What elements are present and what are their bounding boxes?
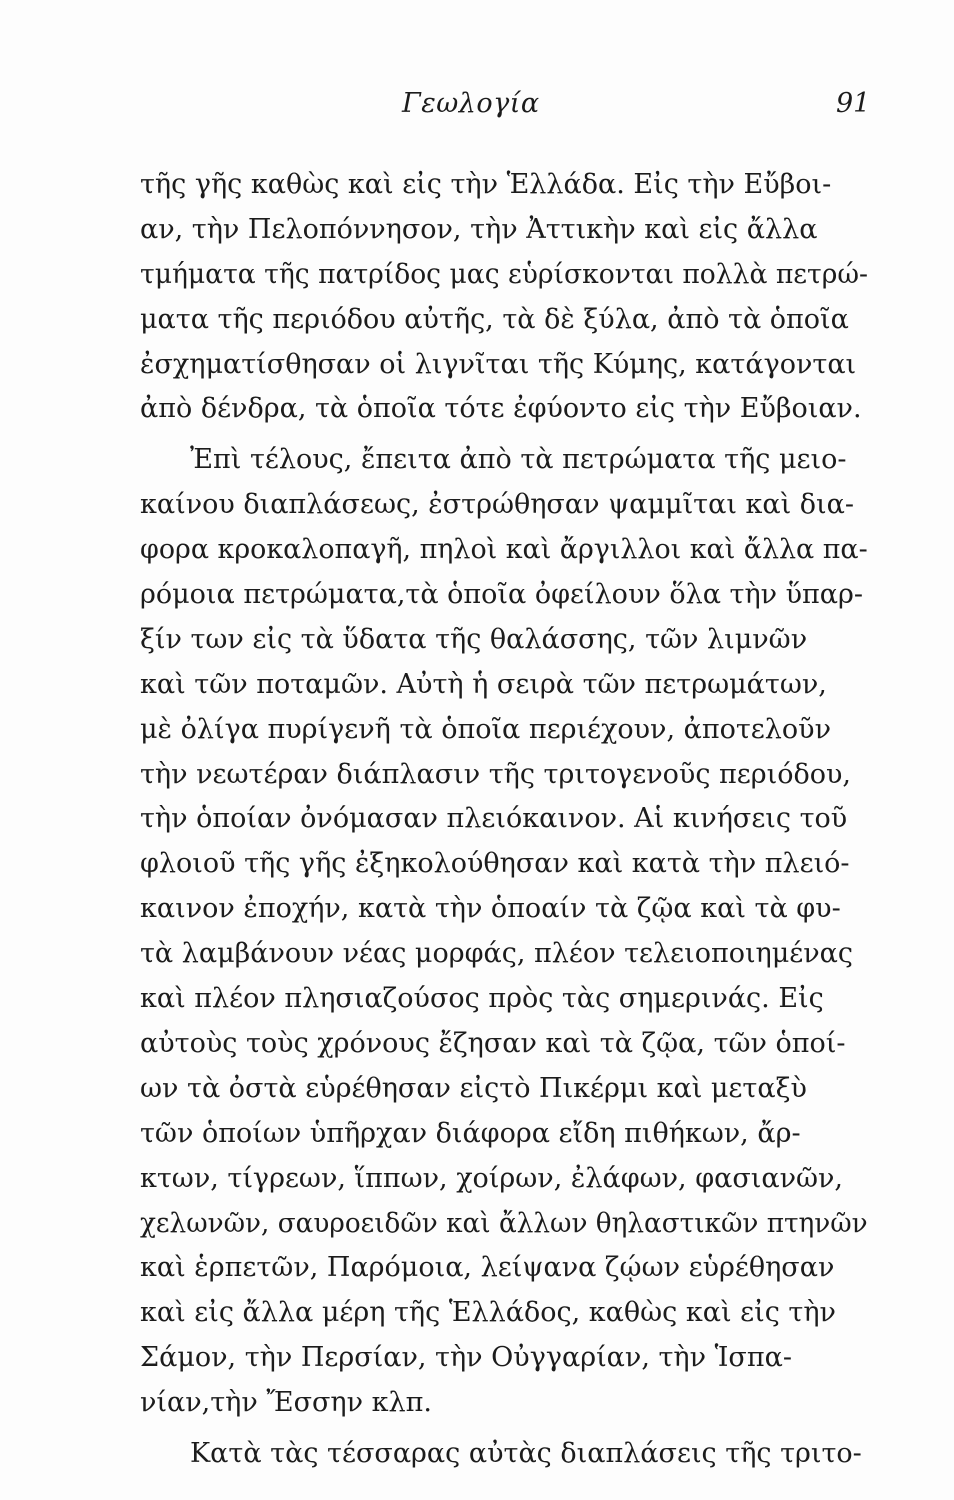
text-line: φλοιοῦ τῆς γῆς ἐξηκολούθησαν καὶ κατὰ τὴν πλειό- xyxy=(140,848,850,879)
text-line: αν, τὴν Πελοπόννησον, τὴν Ἀττικὴν καὶ εἰς ἄλλα xyxy=(140,214,818,245)
text-line: καὶ πλέον πλησιαζούσος πρὸς τὰς σημερινάς. Εἰς xyxy=(140,983,824,1014)
text-line: τὴν νεωτέραν διάπλασιν τῆς τριτογενοῦς περιόδου, xyxy=(140,759,852,790)
text-line: τῆς γῆς καθὼς καὶ εἰς τὴν Ἑλλάδα. Εἰς τὴν Εὔβοι- xyxy=(140,169,832,200)
text-line: καὶ ἑρπετῶν, Παρόμοια, λείψανα ζῴων εὑρέθησαν xyxy=(140,1252,835,1283)
paragraph-start-line: Κατὰ τὰς τέσσαρας αὐτὰς διαπλάσεις τῆς τριτο- xyxy=(190,1438,862,1469)
paragraph-start-line: Ἐπὶ τέλους, ἔπειτα ἀπὸ τὰ πετρώματα τῆς μειο- xyxy=(190,444,847,475)
text-line: καινον ἐποχήν, κατὰ τὴν ὁποαίν τὰ ζῷα καὶ τὰ φυ- xyxy=(140,893,841,924)
text-line: τὴν ὁποίαν ὀνόμασαν πλειόκαινον. Αἱ κινήσεις τοῦ xyxy=(140,803,848,834)
text-line: ἀπὸ δένδρα, τὰ ὁποῖα τότε ἐφύοντο εἰς τὴν Εὔβοιαν. xyxy=(140,393,862,424)
text-line: καὶ τῶν ποταμῶν. Αὐτὴ ἡ σειρὰ τῶν πετρωμάτων, xyxy=(140,669,827,700)
text-line: ματα τῆς περιόδου αὐτῆς, τὰ δὲ ξύλα, ἀπὸ τὰ ὁποῖα xyxy=(140,304,849,335)
text-line: Σάμον, τὴν Περσίαν, τὴν Οὐγγαρίαν, τὴν Ἱσπα- xyxy=(140,1342,792,1373)
text-line: κτων, τίγρεων, ἵππων, χοίρων, ἐλάφων, φασιανῶν, xyxy=(140,1163,844,1194)
text-line: καίνου διαπλάσεως, ἐστρώθησαν ψαμμῖται καὶ δια- xyxy=(140,489,854,520)
text-line: χελωνῶν, σαυροειδῶν καὶ ἄλλων θηλαστικῶν πτηνῶν xyxy=(140,1208,868,1239)
text-line: φορα κροκαλοπαγῆ, πηλοὶ καὶ ἄργιλλοι καὶ ἄλλα πα- xyxy=(140,534,868,565)
text-line: καὶ εἰς ἄλλα μέρη τῆς Ἑλλάδος, καθὼς καὶ εἰς τὴν xyxy=(140,1297,836,1328)
text-line: ων τὰ ὀστὰ εὑρέθησαν εἰςτὸ Πικέρμι καὶ μεταξὺ xyxy=(140,1073,807,1104)
text-line: τῶν ὁποίων ὑπῆρχαν διάφορα εἴδη πιθήκων, ἄρ- xyxy=(140,1118,801,1149)
header-title: Γεωλογία xyxy=(402,88,540,119)
text-line: ἐσχηματίσθησαν οἱ λιγνῖται τῆς Κύμης, κατάγονται xyxy=(140,349,857,380)
text-line: μὲ ὀλίγα πυρίγενῆ τὰ ὁποῖα περιέχουν, ἀποτελοῦν xyxy=(140,714,831,745)
page-number: 91 xyxy=(836,88,871,119)
text-line: νίαν,τὴν Ἔσσην κλπ. xyxy=(140,1387,432,1418)
text-line: τὰ λαμβάνουν νέας μορφάς, πλέον τελειοποιημένας xyxy=(140,938,854,969)
text-line: ξίν των εἰς τὰ ὕδατα τῆς θαλάσσης, τῶν λιμνῶν xyxy=(140,624,808,655)
text-line: αὐτοὺς τοὺς χρόνους ἔζησαν καὶ τὰ ζῷα, τῶν ὁποί- xyxy=(140,1028,846,1059)
text-line: ρόμοια πετρώματα,τὰ ὁποῖα ὀφείλουν ὅλα τὴν ὕπαρ- xyxy=(140,579,864,610)
text-line: τμήματα τῆς πατρίδος μας εὑρίσκονται πολλὰ πετρώ- xyxy=(140,259,868,290)
